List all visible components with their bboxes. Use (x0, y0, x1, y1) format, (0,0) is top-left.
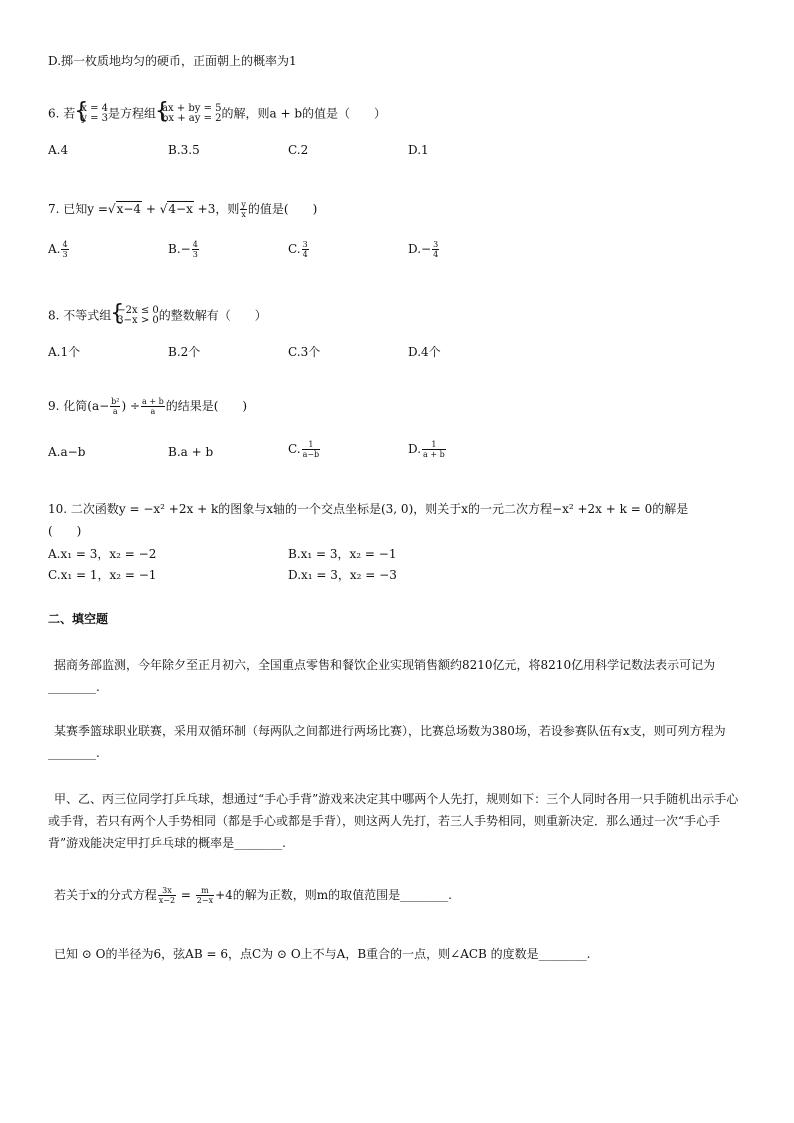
q6-sol-x: { x = 4 (81, 103, 109, 114)
q7-option-c[interactable]: C. $\frac{3}{4}$ (288, 240, 308, 259)
q8-ineq1: { −2x ≤ 0 (117, 305, 159, 316)
q10-option-c[interactable]: C.x₁ = 1，x₂ = −1 (48, 568, 157, 582)
q8-inequality-system (111, 306, 158, 326)
q10-option-d[interactable]: D.x₁ = 3，x₂ = −3 (288, 568, 397, 582)
q9-inner-fraction: $\frac{\text{b²}}{a}$ (111, 397, 120, 416)
q7-stem-start: 7. 已知y = (48, 202, 108, 216)
question-8 (48, 306, 267, 326)
q6-option-a[interactable]: A.4 (48, 143, 69, 157)
question-9 (48, 397, 247, 416)
question-10-line-1: 10. 二次函数y = −x² +2x + k的图象与x轴的一个交点坐标是(3, 0)，则关于x的一元二次方程−x² +2x + k = 0的解是 (48, 502, 689, 516)
q9-option-a[interactable]: A.a−b (48, 445, 86, 459)
q8-option-c[interactable]: C.3个 (288, 345, 321, 359)
q7-radical-1: x−4 (116, 202, 142, 216)
q10-option-b[interactable]: B.x₁ = 3，x₂ = −1 (288, 547, 397, 561)
question-13: 甲、乙、丙三位同学打乒乓球，想通过“手心手背”游戏来决定其中哪两个人先打，规则如下：三个人同时各用一只手随机出示手心或手背，若只有两个人手势相同（都是手心或都是手背），则这两人先打，若三人手势相同，则重新决定．那么通过一次“手心手背”游戏能决定甲打乒乓球的概率是________. (48, 792, 739, 850)
q6-option-c[interactable]: C.2 (288, 143, 309, 157)
q8-stem-start: 8. 不等式组 (48, 308, 112, 323)
q6-solution-system (75, 104, 108, 124)
q6-eq2: bx + ay = 2 (162, 113, 222, 124)
q8-option-a[interactable]: A.1个 (48, 345, 81, 359)
q7-fraction: $\frac{y}{x}$ (241, 200, 246, 219)
q7-option-b[interactable]: B.− $\frac{4}{3}$ (168, 240, 198, 259)
q8-stem-tail: 的整数解有（ ） (158, 308, 267, 323)
q14-fraction-left: $\frac{3x}{x-2}$ (158, 886, 176, 905)
q6-option-d[interactable]: D.1 (408, 143, 429, 157)
q7-stem-mid: +3，则 (193, 202, 240, 216)
q10-option-a[interactable]: A.x₁ = 3，x₂ = −2 (48, 547, 157, 561)
q6-stem-mid: 是方程组 (108, 106, 157, 121)
q6-stem-start: 6. 若 (48, 106, 76, 121)
q6-stem-tail: 的解，则a + b的值是（ ） (221, 106, 387, 121)
q9-stem-start: 9. 化简 (48, 399, 88, 413)
q7-stem-tail: 的值是( ) (247, 202, 318, 216)
q9-option-d[interactable]: D. $\frac{1}{a + b}$ (408, 440, 445, 459)
question-7: 7. 已知y =√x−4 + √4−x +3，则 $\frac{y}{x}$ 的值是( ) (48, 200, 318, 219)
q6-equation-system (156, 104, 222, 124)
q7-plus: + (142, 202, 160, 216)
q7-radical-2: 4−x (168, 202, 193, 216)
q9-option-c[interactable]: C. $\frac{1}{a-b}$ (288, 440, 320, 459)
q6-sol-y: y = 3 (81, 113, 109, 124)
q8-option-b[interactable]: B.2个 (168, 345, 201, 359)
q9-open: (a− (87, 399, 110, 413)
q14-stem-start: 若关于x的分式方程 (54, 888, 157, 902)
question-14 (54, 886, 452, 905)
q7-option-d[interactable]: D.− $\frac{3}{4}$ (408, 240, 439, 259)
q14-equals: = (177, 888, 195, 902)
q5-option-d: D.掷一枚质地均匀的硬币，正面朝上的概率为1 (48, 54, 297, 68)
q7-option-a[interactable]: A. $\frac{4}{3}$ (48, 240, 68, 259)
question-15: 已知 ⊙ O的半径为6，弦AB = 6，点C为 ⊙ O上不与A，B重合的一点，则∠ACB 的度数是________. (54, 947, 591, 961)
q9-close: ) ÷ (121, 399, 141, 413)
q8-ineq2: 3−x > 0 (117, 315, 159, 326)
question-10-line-2: ( ) (48, 524, 82, 538)
q6-option-b[interactable]: B.3.5 (168, 143, 200, 157)
question-12: 某赛季篮球职业联赛，采用双循环制（每两队之间都进行两场比赛），比赛总场数为380场，若设参赛队伍有x支，则可列方程为________. (48, 724, 726, 760)
section-heading-fill-in: 二、填空题 (48, 612, 109, 626)
q6-eq1: { ax + by = 5 (162, 103, 222, 114)
q9-option-b[interactable]: B.a + b (168, 445, 214, 459)
q8-option-d[interactable]: D.4个 (408, 345, 441, 359)
q14-fraction-right: $\frac{m}{2-x}$ (196, 886, 214, 905)
q9-stem-tail: 的结果是( ) (165, 399, 248, 413)
question-11: 据商务部监测，今年除夕至正月初六，全国重点零售和餐饮企业实现销售额约8210亿元，将8210亿用科学记数法表示可记为________. (48, 658, 716, 694)
question-6 (48, 104, 386, 124)
q14-stem-tail: +4的解为正数，则m的取值范围是________. (215, 888, 452, 902)
q9-divisor-fraction: $\frac{a + b}{a}$ (142, 397, 164, 416)
